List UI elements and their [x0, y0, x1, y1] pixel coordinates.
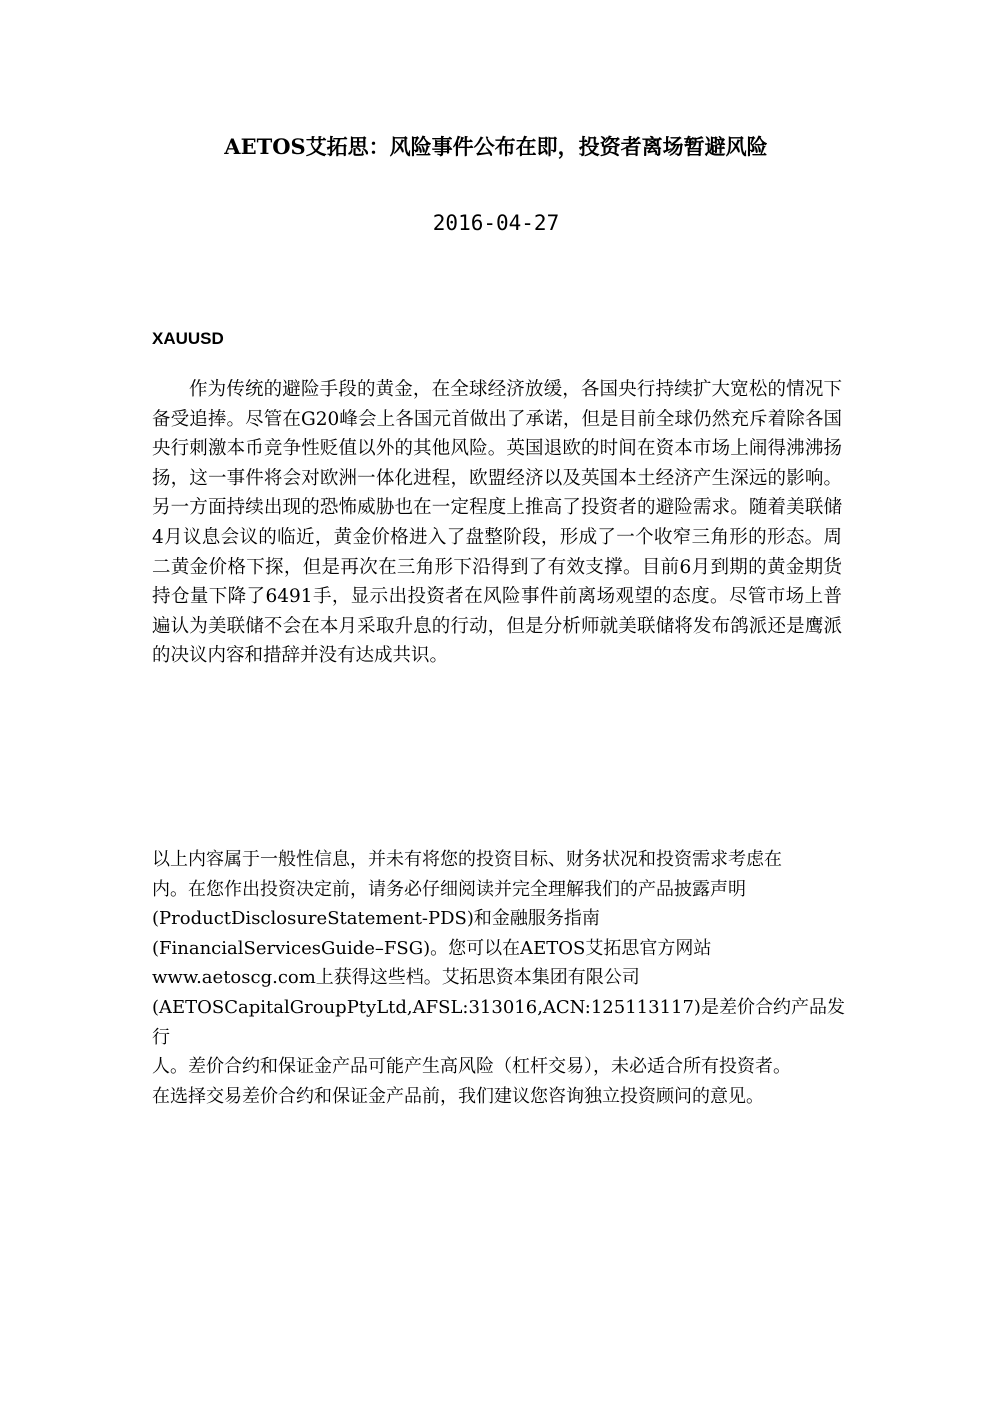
risk-disclaimer [152, 845, 852, 1111]
document-title: AETOS艾拓思：风险事件公布在即，投资者离场暂避风险 [224, 134, 768, 159]
instrument-label: XAUUSD [152, 329, 224, 348]
disclaimer-line: (FinancialServicesGuide–FSG)。您可以在AETOS艾拓思官方网站 [152, 937, 712, 959]
disclaimer-line: www.aetoscg.com上获得这些档。艾拓思资本集团有限公司 [152, 967, 640, 989]
disclaimer-line: 人。差价合约和保证金产品可能产生高风险（杠杆交易），未必适合所有投资者。 [152, 1056, 791, 1078]
disclaimer-line: 内。在您作出投资决定前，请务必仔细阅读并完全理解我们的产品披露声明 [152, 878, 746, 900]
disclaimer-line: (AETOSCapitalGroupPtyLtd,AFSL:313016,ACN:125113117)是差价合约产品发行 [152, 996, 845, 1048]
analysis-paragraph: 作为传统的避险手段的黄金，在全球经济放缓，各国央行持续扩大宽松的情况下备受追捧。尽管在G20峰会上各国元首做出了承诺，但是目前全球仍然充斥着除各国央行刺激本币竞争性贬值以外的其他风险。英国退欧的时间在资本市场上闹得沸沸扬扬，这一事件将会对欧洲一体化进程，欧盟经济以及英国本土经济产生深远的影响。另一方面持续出现的恐怖威胁也在一定程度上推高了投资者的避险需求。随着美联储4月议息会议的临近，黄金价格进入了盘整阶段，形成了一个收窄三角形的形态。周二黄金价格下探，但是再次在三角形下沿得到了有效支撑。目前6月到期的黄金期货持仓量下降了6491手，显示出投资者在风险事件前离场观望的态度。尽管市场上普遍认为美联储不会在本月采取升息的行动，但是分析师就美联储将发布鸽派还是鹰派的决议内容和措辞并没有达成共识。 [152, 379, 842, 667]
disclaimer-line: 以上内容属于一般性信息，并未有将您的投资目标、财务状况和投资需求考虑在 [152, 849, 782, 870]
disclaimer-line: (ProductDisclosureStatement-PDS)和金融服务指南 [152, 908, 600, 930]
disclaimer-line: 在选择交易差价合约和保证金产品前，我们建议您咨询独立投资顾问的意见。 [152, 1085, 764, 1107]
document-date: 2016-04-27 [432, 211, 560, 235]
